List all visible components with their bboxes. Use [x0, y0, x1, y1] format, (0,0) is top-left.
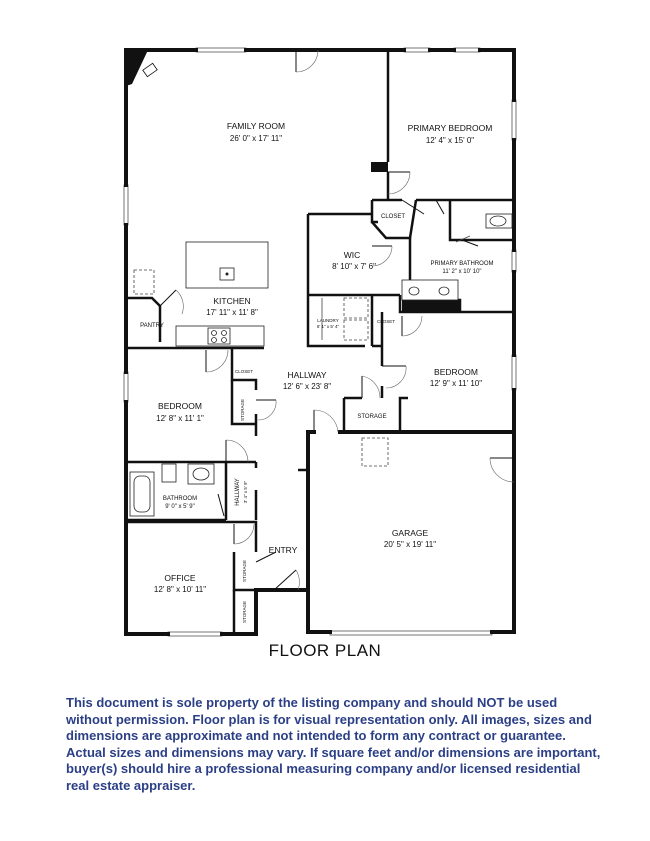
- hallway-small-name: HALLWAY: [235, 478, 241, 506]
- wic-dims: 8' 10" x 7' 6": [332, 262, 376, 271]
- hallway-main-dims: 12' 6" x 23' 8": [282, 382, 332, 391]
- room-labels: [140, 121, 493, 623]
- bedroom-right-dims: 12' 9" x 11' 10": [429, 379, 483, 388]
- laundry-name: LAUNDRY: [317, 318, 339, 323]
- office-name: OFFICE: [164, 573, 196, 583]
- family-room-dims: 26' 0" x 17' 11": [229, 134, 283, 143]
- bedroom-right-name: BEDROOM: [434, 367, 478, 377]
- kitchen-name: KITCHEN: [213, 296, 251, 306]
- storage-office-2-name: STORAGE: [242, 601, 247, 623]
- pantry-name: PANTRY: [140, 323, 164, 329]
- bedroom-left-name: BEDROOM: [158, 401, 202, 411]
- floor-plan-title: FLOOR PLAN: [268, 641, 382, 660]
- primary-closet-name: CLOSET: [380, 214, 406, 220]
- storage-office-1-name: STORAGE: [242, 560, 247, 582]
- primary-bathroom-name: PRIMARY BATHROOM: [430, 261, 494, 267]
- bedroom-left-dims: 12' 8" x 11' 1": [156, 414, 204, 423]
- fixtures: [130, 214, 512, 516]
- primary-bedroom-dims: 12' 4" x 15' 0": [425, 136, 475, 145]
- garage-name: GARAGE: [391, 528, 429, 538]
- storage-right-name: STORAGE: [357, 414, 387, 420]
- primary-bathroom-dims: 11' 2" x 10' 10": [442, 269, 482, 275]
- hallway-main-name: HALLWAY: [287, 370, 327, 380]
- closet-left-name: CLOSET: [234, 369, 254, 374]
- bathroom-dims: 9' 0" x 5' 9": [165, 504, 195, 510]
- disclaimer-text: This document is sole property of the listing company and should NOT be used without permission. Floor plan is for visual representation only. All images, sizes and dimensions are approximate and not intended to form any contract or guarantee. Actual sizes and dimensions may vary. If square feet and/or dimensions are important, buyer(s) should hire a professional measuring company and/or licensed residential real estate appraiser.: [66, 695, 601, 793]
- wic-name: WIC: [343, 250, 361, 260]
- kitchen-dims: 17' 11" x 11' 8": [206, 308, 258, 317]
- hallway-small-dims: 3' 4" x 5' 9": [243, 480, 248, 504]
- laundry-dims: 6' 1" x 5' 4": [316, 324, 340, 329]
- garage-dims: 20' 5" x 19' 11": [383, 540, 437, 549]
- corner-chimney: [126, 50, 148, 86]
- storage-left-name: STORAGE: [240, 399, 245, 421]
- laundry-closet-name: CLOSET: [376, 319, 396, 324]
- entry-name: ENTRY: [268, 545, 298, 555]
- family-room-name: FAMILY ROOM: [226, 121, 286, 131]
- office-dims: 12' 8" x 10' 11": [153, 585, 207, 594]
- bathroom-name: BATHROOM: [162, 496, 198, 502]
- primary-bedroom-name: PRIMARY BEDROOM: [407, 123, 493, 133]
